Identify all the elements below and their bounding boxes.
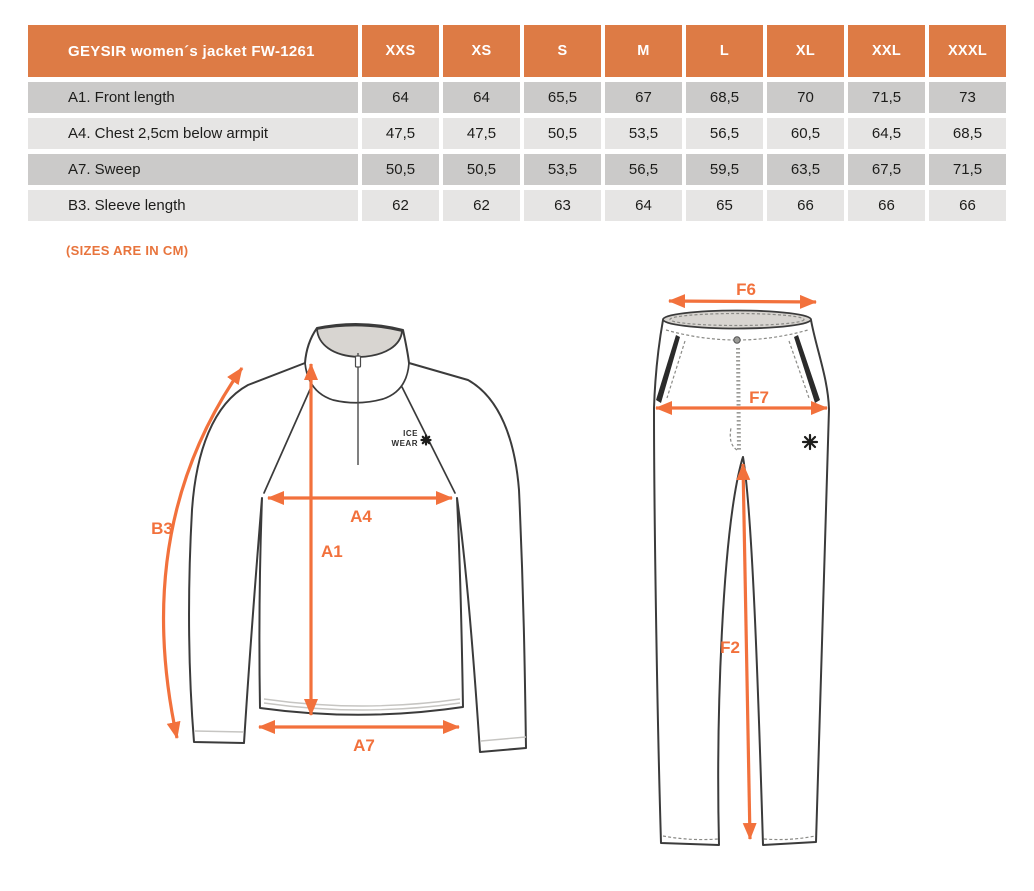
- size-value-cell: 67,5: [848, 154, 925, 185]
- size-col-header-l: L: [686, 25, 763, 77]
- size-value-cell: 50,5: [362, 154, 439, 185]
- units-note: (SIZES ARE IN CM): [66, 243, 189, 258]
- size-value-cell: 64: [443, 82, 520, 113]
- row-label-front-length: A1. Front length: [28, 82, 358, 113]
- size-col-header-xs: XS: [443, 25, 520, 77]
- size-value-cell: 50,5: [524, 118, 601, 149]
- f6-waist-arrow: [669, 301, 816, 302]
- size-value-cell: 62: [443, 190, 520, 221]
- size-value-cell: 62: [362, 190, 439, 221]
- pants-technical-drawing: [640, 280, 860, 870]
- f6-label: F6: [736, 280, 756, 299]
- size-value-cell: 59,5: [686, 154, 763, 185]
- size-value-cell: 66: [848, 190, 925, 221]
- size-col-header-xxs: XXS: [362, 25, 439, 77]
- f2-label: F2: [720, 638, 740, 657]
- size-col-header-s: S: [524, 25, 601, 77]
- snowflake-icon: [803, 435, 817, 449]
- size-value-cell: 64: [605, 190, 682, 221]
- size-value-cell: 56,5: [686, 118, 763, 149]
- table-title-cell: GEYSIR women´s jacket FW-1261: [28, 25, 358, 77]
- size-value-cell: 65,5: [524, 82, 601, 113]
- waist-button: [734, 337, 740, 343]
- a7-label: A7: [353, 736, 375, 755]
- a1-label: A1: [321, 542, 343, 561]
- left-cuff-stitch: [195, 731, 244, 732]
- size-value-cell: 63: [524, 190, 601, 221]
- size-value-cell: 53,5: [524, 154, 601, 185]
- row-label-chest: A4. Chest 2,5cm below armpit: [28, 118, 358, 149]
- logo-line1: ICE: [403, 429, 418, 438]
- size-value-cell: 50,5: [443, 154, 520, 185]
- jacket-technical-drawing: [118, 300, 568, 770]
- a4-label: A4: [350, 507, 372, 526]
- f7-label: F7: [749, 388, 769, 407]
- size-col-header-xl: XL: [767, 25, 844, 77]
- snowflake-icon: [422, 436, 431, 445]
- size-value-cell: 53,5: [605, 118, 682, 149]
- size-value-cell: 73: [929, 82, 1006, 113]
- size-col-header-xxxl: XXXL: [929, 25, 1006, 77]
- size-value-cell: 47,5: [443, 118, 520, 149]
- size-value-cell: 64,5: [848, 118, 925, 149]
- size-col-header-m: M: [605, 25, 682, 77]
- size-value-cell: 70: [767, 82, 844, 113]
- size-value-cell: 56,5: [605, 154, 682, 185]
- size-value-cell: 68,5: [929, 118, 1006, 149]
- size-value-cell: 66: [767, 190, 844, 221]
- zipper-pull: [356, 356, 361, 367]
- size-value-cell: 68,5: [686, 82, 763, 113]
- size-value-cell: 65: [686, 190, 763, 221]
- size-value-cell: 64: [362, 82, 439, 113]
- size-value-cell: 63,5: [767, 154, 844, 185]
- size-value-cell: 71,5: [848, 82, 925, 113]
- size-value-cell: 47,5: [362, 118, 439, 149]
- size-value-cell: 67: [605, 82, 682, 113]
- row-label-sweep: A7. Sweep: [28, 154, 358, 185]
- b3-label: B3: [151, 519, 173, 538]
- size-value-cell: 71,5: [929, 154, 1006, 185]
- logo-line2: WEAR: [391, 439, 418, 448]
- size-table: [28, 25, 1006, 221]
- row-label-sleeve-length: B3. Sleeve length: [28, 190, 358, 221]
- size-value-cell: 60,5: [767, 118, 844, 149]
- pants-body-outline: [654, 320, 829, 845]
- size-value-cell: 66: [929, 190, 1006, 221]
- size-col-header-xxl: XXL: [848, 25, 925, 77]
